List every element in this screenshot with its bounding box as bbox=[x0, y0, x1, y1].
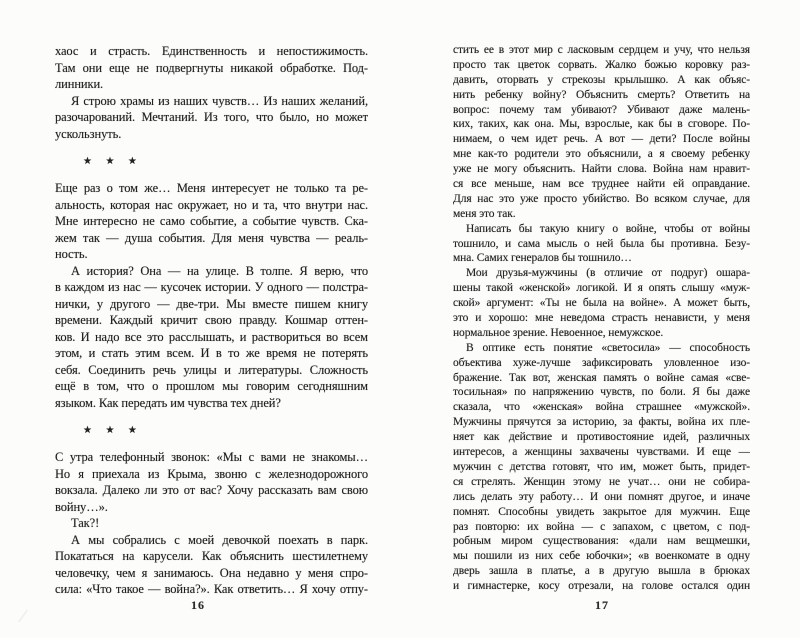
watermark-smudge bbox=[18, 610, 46, 622]
text-line: тошнило, и сама мысль о ней была бы противна. Безу- bbox=[453, 237, 750, 250]
text-line: мы пошили из них себе юбочки»; «в военкомате в одну bbox=[453, 550, 750, 563]
paragraph bbox=[453, 341, 750, 594]
text-line: дверь зашла в платье, а в другую вышла в брюках bbox=[453, 565, 750, 578]
text-line: А мы собрались с моей девочкой поехать в парк. bbox=[71, 532, 368, 547]
text-line: ся все меньше, нам все труднее найти ей оправдание. bbox=[453, 178, 750, 191]
text-line: В оптике есть понятие «светосила» — способность bbox=[466, 341, 750, 354]
paragraph bbox=[55, 43, 368, 93]
text-line: помнят. Способны увидеть закрытое для мужчин. Еще bbox=[453, 505, 750, 518]
text-line: ещё в том, что о прошлом мы говорим сегодняшним bbox=[55, 379, 368, 393]
text-line: альность, которая нас окружает, но и та, что внутри нас. bbox=[55, 197, 368, 212]
text-line: раз повторю: их война — с запахом, с цветом, с под- bbox=[453, 520, 750, 533]
text-line: Я строю храмы из наших чувств… Из наших желаний, bbox=[71, 93, 368, 108]
text-line: мне как-то родители это объяснили, а я своему ребенку bbox=[453, 148, 750, 161]
text-line: объектива хуже-лучше зафиксировать уловленное изо- bbox=[453, 356, 750, 369]
text-line: ность. bbox=[55, 247, 88, 261]
paragraph bbox=[55, 515, 368, 532]
text-line: ской» аргумент: «Ты не была на войне». А может быть, bbox=[453, 297, 750, 310]
text-line: сила: «Что такое — война?». Как ответить… Я хочу отпу- bbox=[55, 582, 368, 596]
text-line: нормальное зрение. Невоенное, немужское. bbox=[453, 326, 664, 339]
page-text-column bbox=[453, 43, 750, 594]
text-line: сказала, что «женская» война страшнее «мужской». bbox=[453, 401, 750, 414]
text-line: и гимнастерке, косу отрезали, на голове остался один bbox=[453, 580, 750, 593]
paragraph bbox=[55, 263, 368, 412]
paragraph bbox=[55, 532, 368, 598]
text-line: Написать бы такую книгу о войне, чтобы от войны bbox=[466, 222, 750, 235]
text-line: человечку, чем я занимаюсь. Она недавно у меня спро- bbox=[55, 565, 368, 580]
text-line: Там они еще не подвергнуты никакой обработке. Под- bbox=[55, 60, 368, 75]
text-line: Мужчины прячутся за историю, за факты, война их пле- bbox=[453, 416, 750, 429]
section-separator bbox=[55, 411, 368, 449]
text-line: Еще раз о том же… Меня интересует не только та ре- bbox=[55, 181, 368, 195]
text-line: мужчин с детства готовят, что им, может быть, придет- bbox=[453, 460, 750, 473]
text-line: линники. bbox=[55, 77, 104, 91]
text-line: тосильная» по напряжению чувств, по боли. Я бы даже bbox=[453, 386, 750, 399]
section-separator bbox=[55, 142, 368, 180]
text-line: ких, таких, как она. Мы, взрослые, как бы в сговоре. По- bbox=[453, 118, 750, 131]
text-line: нимаем, о чем идет речь. А вот — дети? После войны bbox=[453, 133, 750, 146]
text-line: войну…». bbox=[55, 499, 108, 514]
text-line: в каждом из нас — кусочек истории. У одного — полстра- bbox=[55, 280, 368, 294]
page-number-left: 16 bbox=[191, 598, 205, 612]
page-right bbox=[453, 43, 750, 594]
text-line: С утра телефонный звонок: «Мы с вами не знакомы… bbox=[55, 450, 368, 464]
paragraph bbox=[55, 180, 368, 263]
text-line: уже не могу объяснить. Найти слова. Война нам нравит- bbox=[453, 163, 750, 176]
text-line: ков. И надо все это расслышать, и раствориться во всем bbox=[55, 329, 368, 344]
text-line: себя. Соединить речь улицы и литературы. Сложность bbox=[55, 362, 368, 377]
paragraph bbox=[453, 222, 750, 267]
paragraph bbox=[55, 93, 368, 143]
text-line: Для нас это уже просто убийство. Во всяком случае, для bbox=[453, 192, 750, 205]
text-line: времени. Каждый кричит свою правду. Кошмар оттен- bbox=[55, 313, 368, 327]
paragraph bbox=[55, 449, 368, 515]
page-number-right: 17 bbox=[595, 598, 609, 612]
text-line: лись делать эту работу… И они помнят другое, и иначе bbox=[453, 490, 750, 503]
text-line: языком. Как передать им чувства тех дней? bbox=[55, 395, 281, 410]
text-line: шены такой «женской» логикой. И я опять слышу «муж- bbox=[453, 282, 750, 295]
text-line: ускользнуть. bbox=[55, 126, 122, 141]
text-line: интересов, а женщины захвачены чувствами. И еще — bbox=[453, 446, 750, 459]
text-line: этом, и стать этим всем. И в то же время не потерять bbox=[55, 346, 368, 360]
page-text-column bbox=[55, 43, 368, 598]
text-line: мна. Самих генералов бы тошнило… bbox=[453, 252, 632, 265]
text-line: Мои друзья-мужчины (в отличие от подруг) ошара- bbox=[466, 267, 750, 280]
text-line: Но я приехала из Крыма, звоню с железнодорожного bbox=[55, 466, 368, 481]
stars-glyph: ★ ★ ★ bbox=[83, 424, 139, 436]
text-line: Так?! bbox=[71, 516, 100, 530]
text-line: нить ребенку войну? Объяснить смерть? Ответить на bbox=[453, 88, 750, 101]
text-line: нички, у другого — две-три. Мы вместе пишем книгу bbox=[55, 296, 368, 311]
text-line: няет как действие и противостояние идей, различных bbox=[453, 431, 750, 444]
text-line: разочарований. Мечтаний. Из того, что было, но может bbox=[55, 110, 368, 124]
text-line: жем так — душа события. Для меня чувства — реаль- bbox=[55, 230, 368, 245]
text-line: меня это так. bbox=[453, 207, 516, 220]
text-line: это и хорошо: мне неведома страсть ненависти, у меня bbox=[453, 312, 750, 325]
page-left bbox=[55, 43, 368, 598]
paragraph bbox=[453, 266, 750, 340]
stars-glyph: ★ ★ ★ bbox=[83, 155, 139, 167]
text-line: А история? Она — на улице. В толпе. Я верю, что bbox=[71, 263, 368, 278]
text-line: стить ее в этот мир с ласковым сердцем и учу, что нельзя bbox=[453, 44, 750, 56]
text-line: вокзала. Далеко ли это от вас? Хочу рассказать вам свою bbox=[55, 483, 368, 497]
text-line: бражение. Так вот, женская память о войне самая «све- bbox=[453, 371, 750, 384]
text-line: Покататься на карусели. Как объяснить шестилетнему bbox=[55, 549, 368, 563]
text-line: вопрос: почему там убивают? Убивают даже малень- bbox=[453, 103, 750, 116]
text-line: ся стрелять. Женщин этому не учат… они не собира- bbox=[453, 475, 750, 488]
text-line: хаос и страсть. Единственность и непостижимость. bbox=[55, 44, 368, 58]
paragraph bbox=[453, 43, 750, 222]
text-line: робным миром существования: «дали нам вещмешки, bbox=[453, 535, 750, 548]
text-line: просто так цветок сорвать. Жалко божью коровку раз- bbox=[453, 58, 750, 71]
text-line: Мне интересно не само событие, а событие чувств. Ска- bbox=[55, 214, 368, 228]
text-line: давить, оторвать у стрекозы крылышко. А как объяс- bbox=[453, 73, 750, 86]
